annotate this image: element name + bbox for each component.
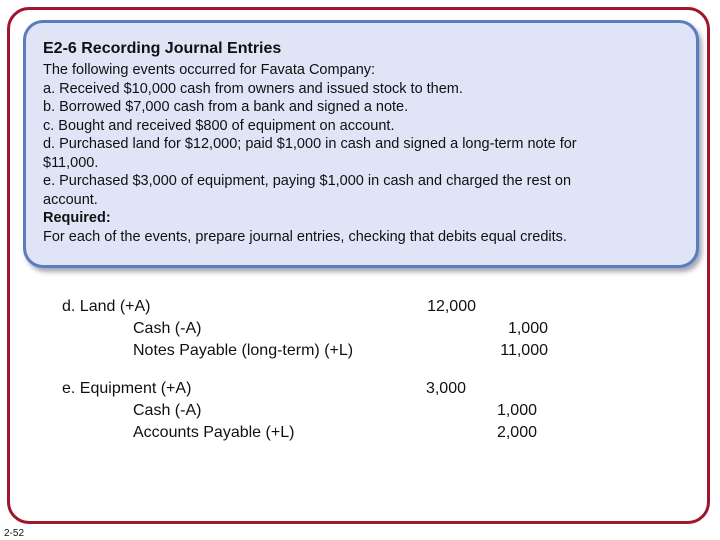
required-label: Required: [43,210,111,226]
entry-e-credit-account-2: Accounts Payable (+L) [133,424,295,441]
entry-d-credit-account-2: Notes Payable (long-term) (+L) [133,342,354,359]
problem-line: b. Borrowed $7,000 cash from a bank and signed a note. [43,99,409,115]
entry-d-credit-amount-1: 1,000 [507,320,548,337]
entry-d-credit-account-1: Cash (-A) [133,320,202,337]
entry-d-credit-amount-2: 11,000 [500,342,548,359]
problem-line: e. Purchased $3,000 of equipment, paying $1,000 in cash and charged the rest on [43,173,572,189]
entry-e-credit-amount-2: 2,000 [496,424,537,441]
entry-d-debit-amount: 12,000 [427,298,476,315]
problem-line: account. [43,191,98,208]
problem-title: E2-6 Recording Journal Entries [43,40,282,57]
entry-e-debit-account: e. Equipment (+A) [62,380,192,397]
entry-e-credit-account-1: Cash (-A) [133,402,202,419]
required-text: For each of the events, prepare journal entries, checking that debits equal credits. [43,228,567,245]
problem-line: c. Bought and received $800 of equipment on account. [43,117,395,134]
problem-line: $11,000. [43,154,99,171]
slide-number: 2-52 [4,528,25,539]
entry-e-credit-amount-1: 1,000 [496,402,537,419]
entry-e-debit-amount: 3,000 [425,380,466,397]
problem-box [23,20,699,268]
problem-line: The following events occurred for Favata Company: [43,62,376,78]
problem-line: a. Received $10,000 cash from owners and issued stock to them. [43,80,463,97]
entry-d-debit-account: d. Land (+A) [62,298,151,315]
problem-line: d. Purchased land for $12,000; paid $1,000 in cash and signed a long-term note for [43,136,577,152]
